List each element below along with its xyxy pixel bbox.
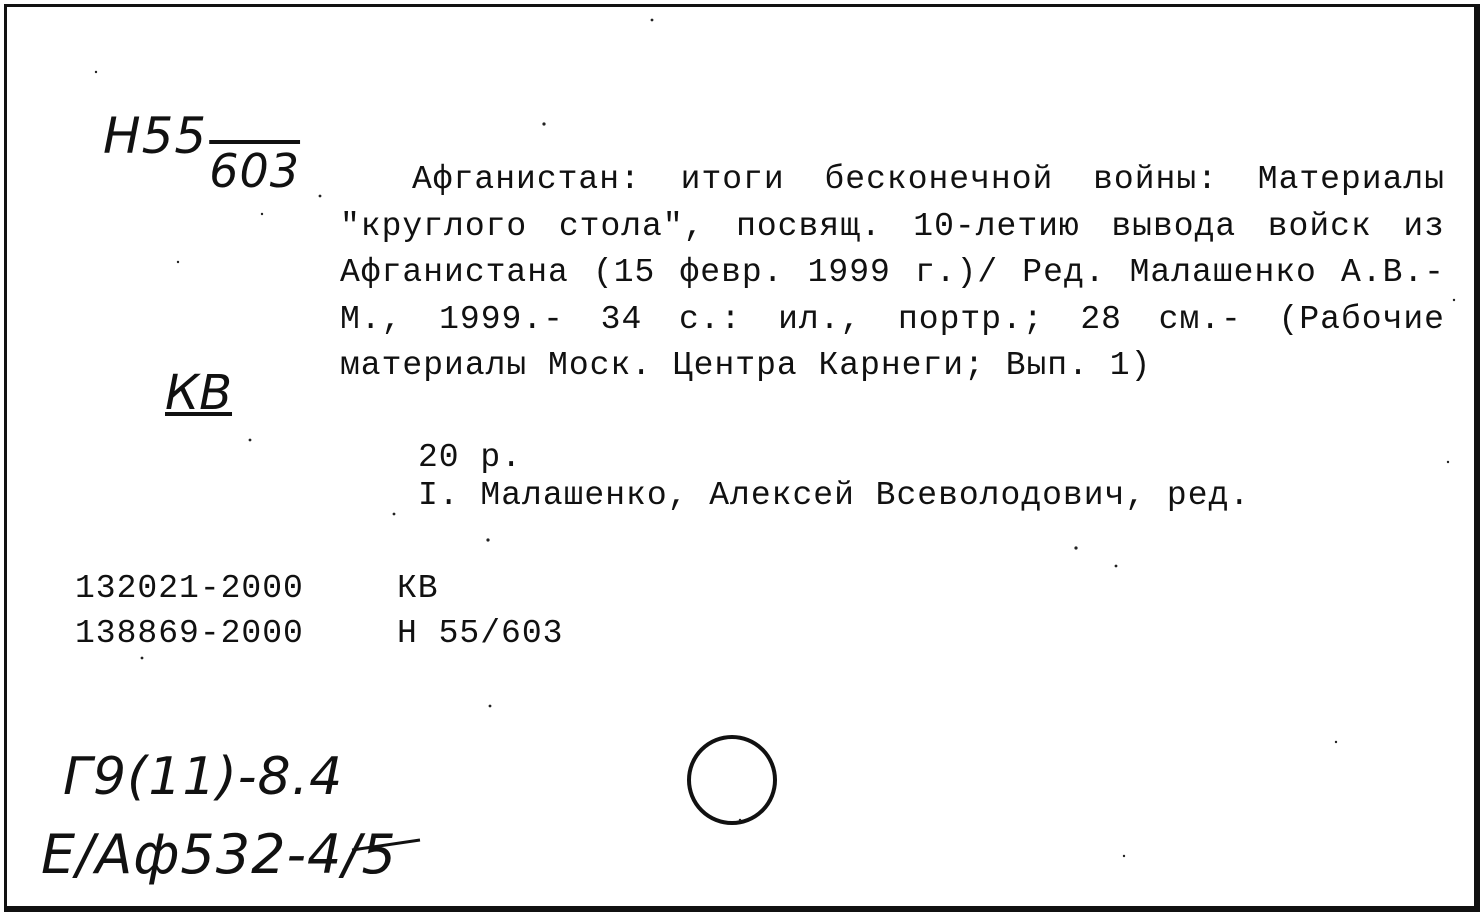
- accession-table: [75, 570, 563, 660]
- shelf-mark-sub: 603: [209, 144, 301, 198]
- accession-number: 132021-2000: [75, 570, 304, 607]
- accession-number: 138869-2000: [75, 615, 304, 652]
- catalog-card: [4, 4, 1480, 912]
- shelf-mark-handwritten: [103, 107, 301, 198]
- price: 20 р.: [418, 439, 523, 476]
- accession-location: Н 55/603: [397, 615, 564, 652]
- classification-index-2: Е/Аф532-4/5: [41, 823, 397, 886]
- accession-location: КВ: [397, 570, 439, 607]
- shelf-mark-main: H55: [103, 107, 208, 165]
- accession-row: [75, 570, 563, 615]
- classification-index-1: Г9(11)-8.4: [63, 747, 344, 807]
- card-punch-hole: [687, 735, 777, 825]
- collection-mark-handwritten: КВ: [165, 365, 233, 421]
- bibliographic-description: Афганистан: итоги бесконечной войны: Материалы "круглого стола", посвящ. 10-летию вывода войск из Афганистана (15 февр. 1999 г.)/ Ред. Малашенко А.В.- М., 1999.- 34 с.: ил., портр.; 28 см.- (Рабочие материалы Моск. Центра Карнеги; Вып. 1): [340, 161, 1445, 384]
- accession-row: [75, 615, 563, 660]
- tracing-editor: I. Малашенко, Алексей Всеволодович, ред.: [418, 477, 1251, 514]
